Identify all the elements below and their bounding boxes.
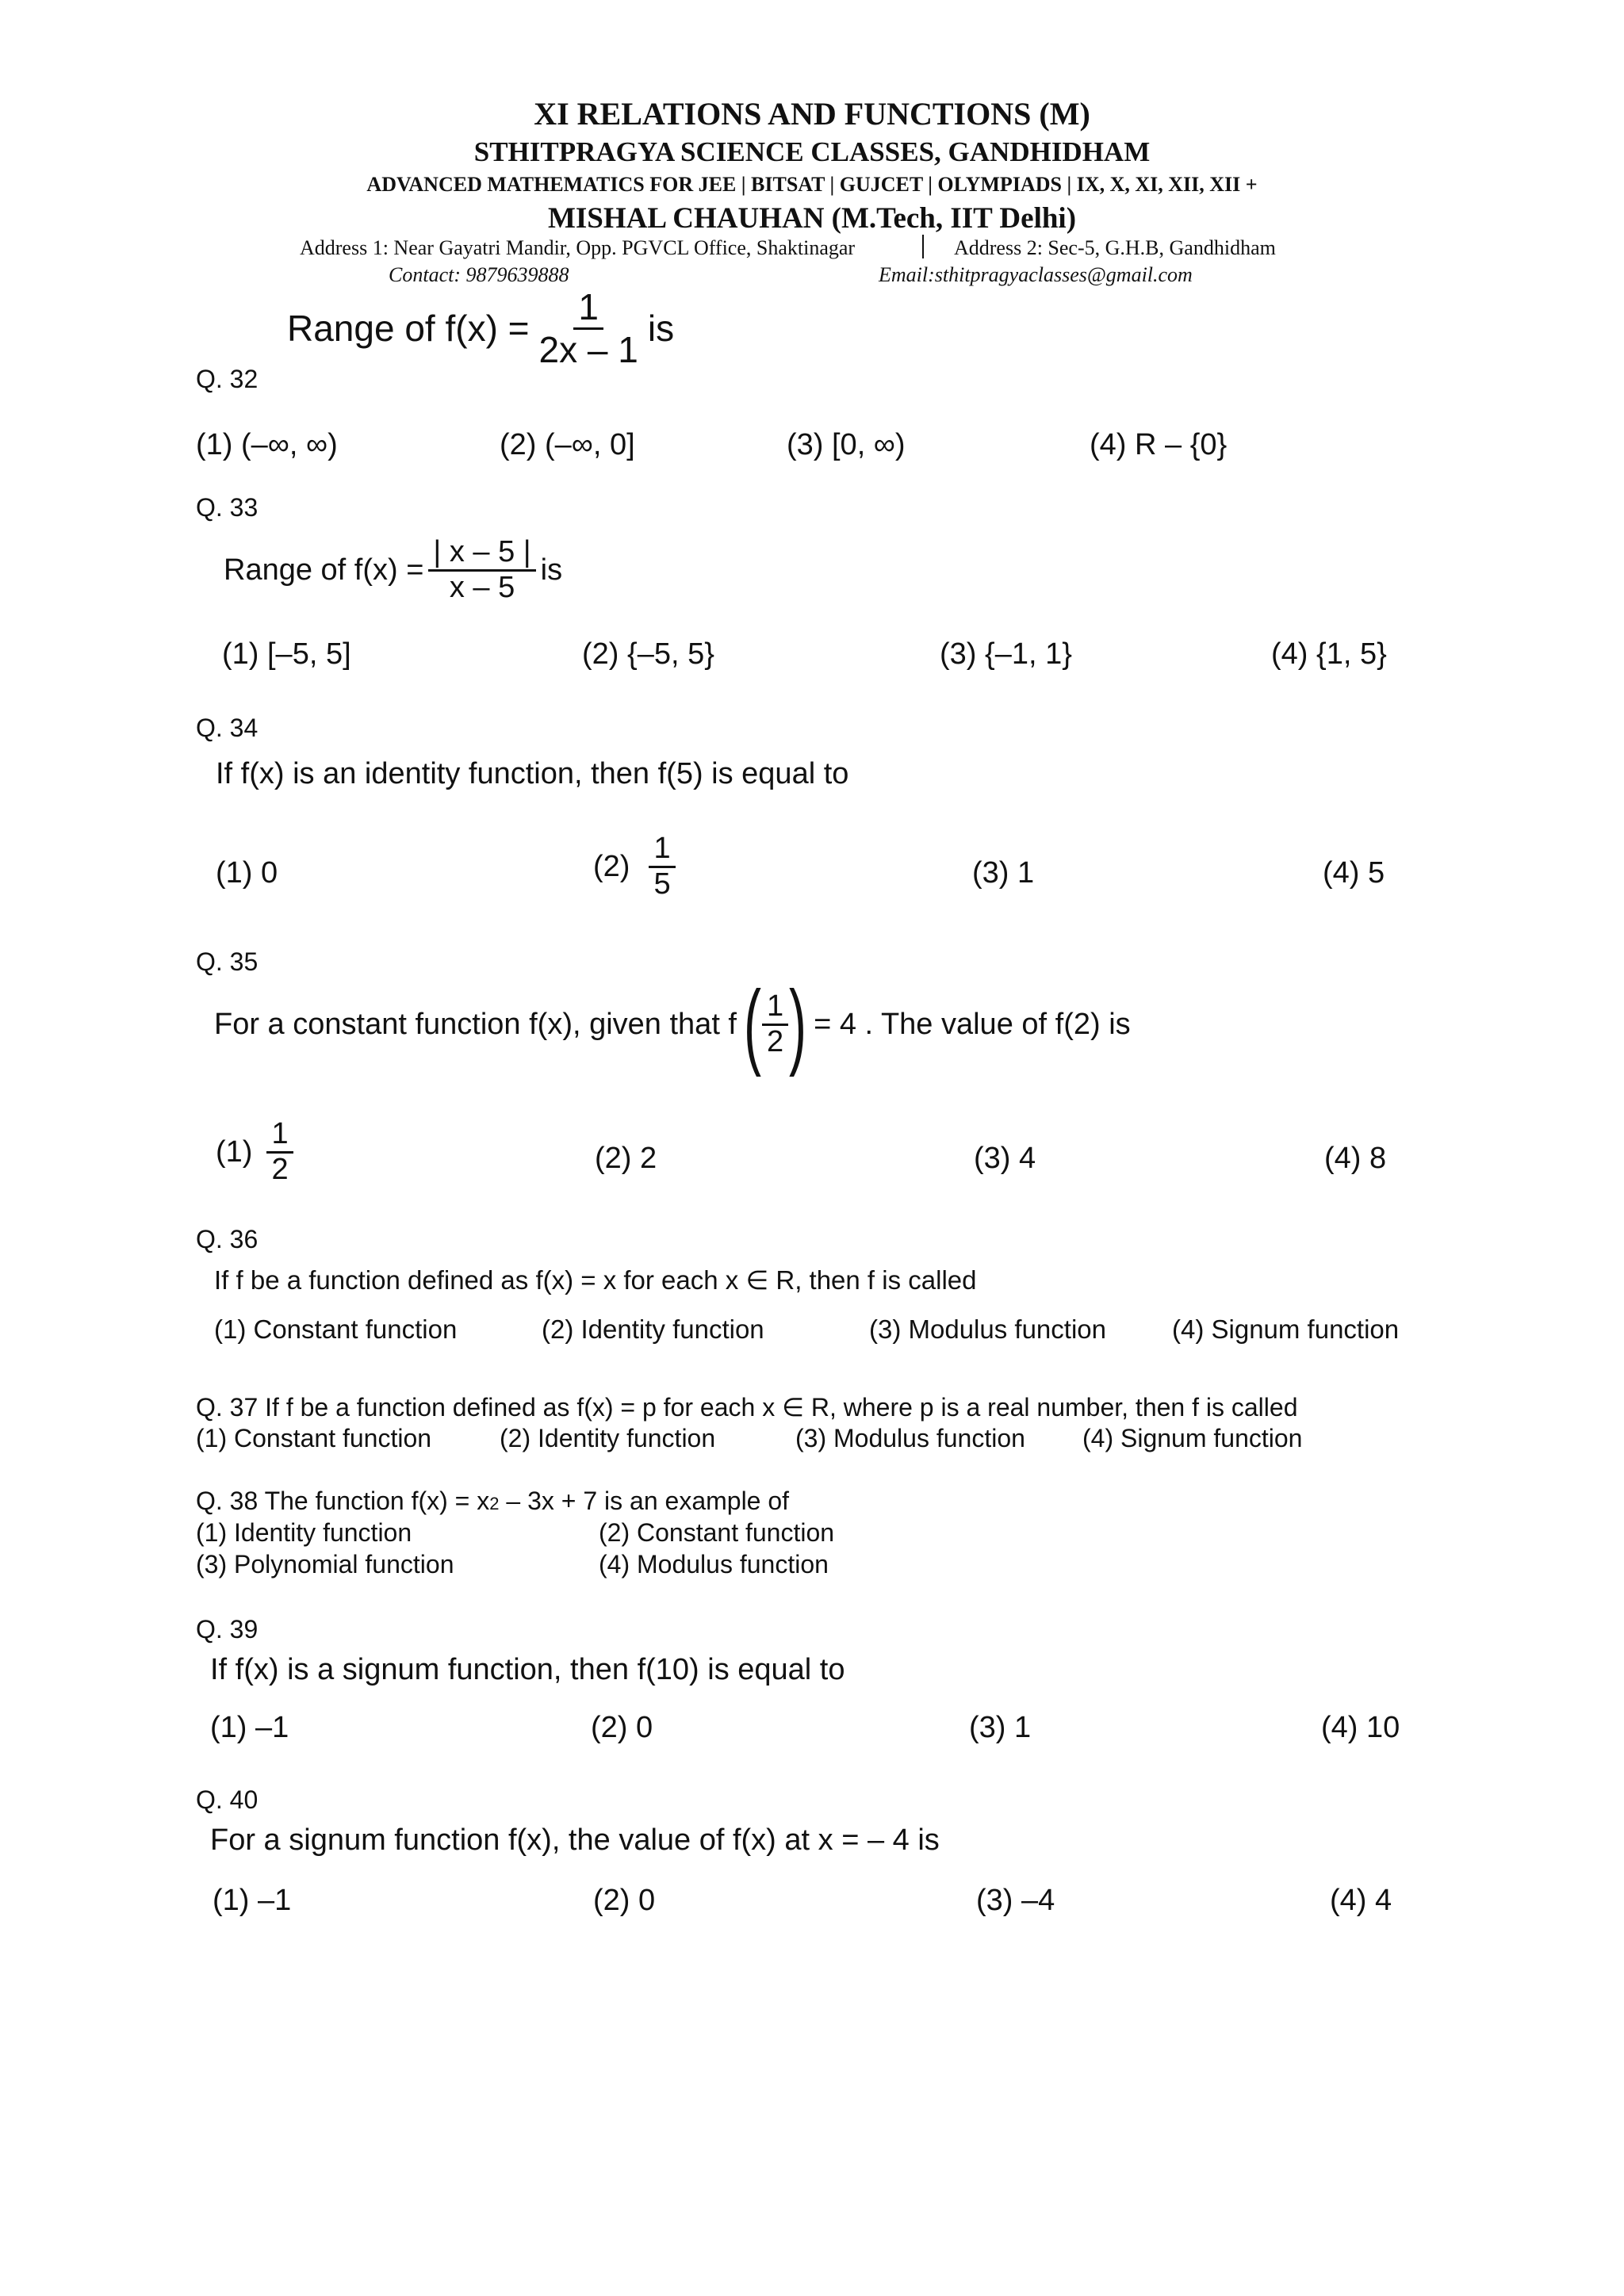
q37-option-4: (4) Signum function: [1082, 1424, 1303, 1452]
q37-option-1: (1) Constant function: [196, 1424, 432, 1452]
q35-argument-denominator: 2: [766, 1024, 784, 1058]
q34-option-2-numerator: 1: [649, 832, 675, 868]
q34-option-2-label: (2): [593, 849, 630, 883]
q32-numerator: 1: [573, 287, 603, 330]
q32-option-2: (2) (–∞, 0]: [500, 428, 635, 461]
q35-label: Q. 35: [196, 947, 259, 976]
q33-label: Q. 33: [196, 493, 259, 522]
q35-option-1-denominator: 2: [271, 1152, 289, 1186]
teacher-name: MISHAL CHAUHAN (M.Tech, IIT Delhi): [547, 202, 1077, 235]
q36-label: Q. 36: [196, 1225, 259, 1253]
q35-right-paren: ): [789, 971, 807, 1077]
q40-option-1: (1) –1: [213, 1884, 292, 1917]
q32-label: Q. 32: [196, 365, 259, 393]
q33-option-1: (1) [–5, 5]: [222, 637, 351, 671]
q32-option-4: (4) R – {0}: [1090, 428, 1228, 461]
address-2: Address 2: Sec-5, G.H.B, Gandhidham: [954, 236, 1276, 259]
q40-option-4: (4) 4: [1330, 1884, 1392, 1917]
q33-numerator: | x – 5 |: [428, 536, 535, 572]
q34-option-2: [593, 832, 680, 901]
q38-text: [196, 1487, 789, 1516]
q33-prefix: Range of f(x) =: [224, 553, 424, 587]
q34-option-2-denominator: 5: [653, 867, 671, 901]
q38-text-b: – 3x + 7 is an example of: [499, 1487, 790, 1515]
q34-option-1: (1) 0: [216, 856, 278, 890]
q39-option-3: (3) 1: [969, 1711, 1032, 1744]
q38-text-a: Q. 38 The function f(x) = x: [196, 1487, 490, 1515]
q35-option-4: (4) 8: [1324, 1142, 1387, 1175]
q32-fraction: [534, 287, 643, 369]
q38-superscript: 2: [489, 1494, 500, 1513]
q33-option-2: (2) {–5, 5}: [582, 637, 714, 671]
q39-option-4: (4) 10: [1321, 1711, 1400, 1744]
q33-option-3: (3) {–1, 1}: [940, 637, 1072, 671]
q40-option-2: (2) 0: [593, 1884, 656, 1917]
address-1: Address 1: Near Gayatri Mandir, Opp. PGVCL Office, Shaktinagar: [300, 236, 856, 259]
q35-text-b: = 4 . The value of f(2) is: [814, 1007, 1131, 1041]
page-title: XI RELATIONS AND FUNCTIONS (M): [534, 96, 1090, 132]
q38-option-4: (4) Modulus function: [599, 1550, 829, 1578]
contact: Contact: 9879639888: [389, 263, 569, 286]
q35-option-1-label: (1): [216, 1135, 253, 1169]
q37-text: Q. 37 If f be a function defined as f(x) = p for each x ∈ R, where p is a real number, then f is called: [196, 1393, 1298, 1422]
q33-denominator: x – 5: [449, 570, 515, 604]
q36-option-2: (2) Identity function: [542, 1314, 764, 1344]
q35-option-1: [216, 1118, 298, 1187]
q36-option-3: (3) Modulus function: [869, 1314, 1106, 1344]
q35-statement: [214, 971, 1131, 1077]
q36-text: If f be a function defined as f(x) = x for each x ∈ R, then f is called: [214, 1265, 977, 1295]
q35-argument-numerator: 1: [762, 990, 788, 1026]
q35-argument-fraction: [762, 990, 788, 1059]
q32-denominator: 2x – 1: [538, 328, 638, 370]
q40-option-3: (3) –4: [976, 1884, 1055, 1917]
q33-suffix: is: [540, 553, 563, 587]
q36-option-4: (4) Signum function: [1172, 1314, 1400, 1344]
q40-label: Q. 40: [196, 1785, 259, 1814]
q34-text: If f(x) is an identity function, then f(5) is equal to: [216, 757, 849, 790]
q35-option-1-fraction: [266, 1118, 293, 1187]
q39-option-2: (2) 0: [591, 1711, 653, 1744]
q35-option-3: (3) 4: [974, 1142, 1036, 1175]
q35-option-2: (2) 2: [595, 1142, 657, 1175]
q36-option-1: (1) Constant function: [214, 1314, 458, 1344]
email: Email:sthitpragyaclasses@gmail.com: [879, 263, 1193, 286]
q34-option-4: (4) 5: [1323, 856, 1385, 890]
q32-option-3: (3) [0, ∞): [787, 428, 906, 461]
q32-prefix: Range of f(x) =: [287, 308, 530, 350]
q35-left-paren: (: [743, 971, 761, 1077]
q38-option-2: (2) Constant function: [599, 1518, 835, 1547]
q32-option-1: (1) (–∞, ∞): [196, 428, 338, 461]
q35-option-1-numerator: 1: [266, 1118, 293, 1154]
q38-option-1: (1) Identity function: [196, 1518, 412, 1547]
tagline: ADVANCED MATHEMATICS FOR JEE | BITSAT | GUJCET | OLYMPIADS | IX, X, XI, XII, XII +: [366, 173, 1258, 196]
q33-fraction: [428, 536, 535, 605]
q39-option-1: (1) –1: [210, 1711, 289, 1744]
q34-option-2-fraction: [649, 832, 675, 901]
q34-option-3: (3) 1: [972, 856, 1035, 890]
institute-name: STHITPRAGYA SCIENCE CLASSES, GANDHIDHAM: [473, 136, 1151, 167]
address-divider: [922, 235, 924, 258]
q39-text: If f(x) is a signum function, then f(10) is equal to: [210, 1653, 845, 1686]
q35-text-a: For a constant function f(x), given that f: [214, 1007, 737, 1041]
q37-option-2: (2) Identity function: [500, 1424, 716, 1452]
q33-statement: [224, 536, 562, 605]
q37-option-3: (3) Modulus function: [795, 1424, 1025, 1452]
q40-text: For a signum function f(x), the value of f(x) at x = – 4 is: [210, 1823, 940, 1857]
q32-statement: [287, 287, 674, 369]
q38-option-3: (3) Polynomial function: [196, 1550, 454, 1578]
q39-label: Q. 39: [196, 1615, 259, 1644]
q34-label: Q. 34: [196, 714, 259, 742]
q33-option-4: (4) {1, 5}: [1271, 637, 1387, 671]
q32-suffix: is: [647, 308, 675, 350]
